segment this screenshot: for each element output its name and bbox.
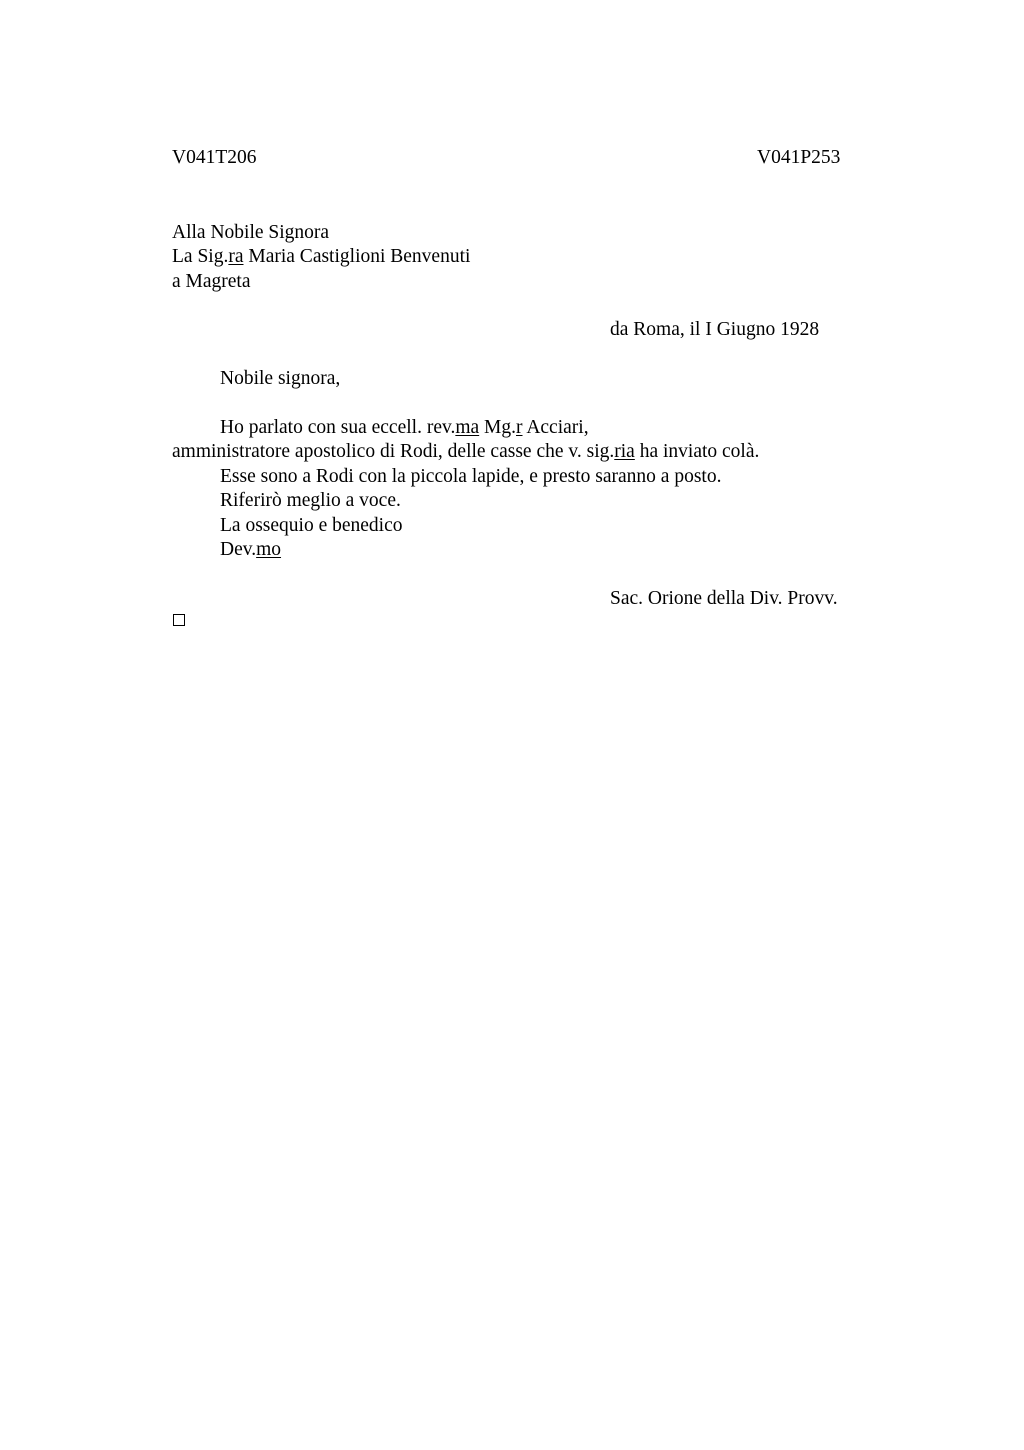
salutation: Nobile signora, — [220, 368, 341, 389]
address-line-2-rest: Maria Castiglioni Benvenuti — [243, 246, 471, 267]
address-line-3: a Magreta — [172, 271, 251, 292]
abbreviation-r: r — [516, 417, 523, 438]
body-line-1-a: Ho parlato con sua eccell. rev. — [220, 417, 456, 438]
closing-devmo — [220, 538, 281, 562]
body-line-3: Esse sono a Rodi con la piccola lapide, e presto saranno a posto. — [220, 466, 722, 487]
body-line-2-b: ha inviato colà. — [634, 441, 760, 462]
document-code-right: V041P253 — [757, 147, 841, 168]
address-line-1: Alla Nobile Signora — [172, 222, 330, 243]
body-line-4: Riferirò meglio a voce. — [220, 490, 401, 511]
date-line: da Roma, il I Giugno 1928 — [610, 319, 820, 340]
body-line-2 — [172, 440, 759, 464]
signature: Sac. Orione della Div. Provv. — [610, 588, 838, 609]
body-line-5: La ossequio e benedico — [220, 515, 403, 536]
body-line-1 — [220, 416, 589, 440]
abbreviation-ma: ma — [455, 417, 480, 438]
body-line-2-a: amministratore apostolico di Rodi, delle casse che v. sig. — [172, 441, 615, 462]
address-line-2 — [172, 245, 470, 269]
abbreviation-mo: mo — [256, 539, 282, 560]
closing-dev: Dev. — [220, 539, 257, 560]
address-abbreviation-ra: ra — [228, 246, 244, 267]
abbreviation-ria: ria — [614, 441, 635, 462]
empty-checkbox-icon — [173, 614, 185, 626]
address-line-2-prefix: La Sig. — [172, 246, 229, 267]
body-line-1-c: Acciari, — [522, 417, 589, 438]
document-code-left: V041T206 — [172, 147, 257, 168]
body-line-1-b: Mg. — [479, 417, 517, 438]
